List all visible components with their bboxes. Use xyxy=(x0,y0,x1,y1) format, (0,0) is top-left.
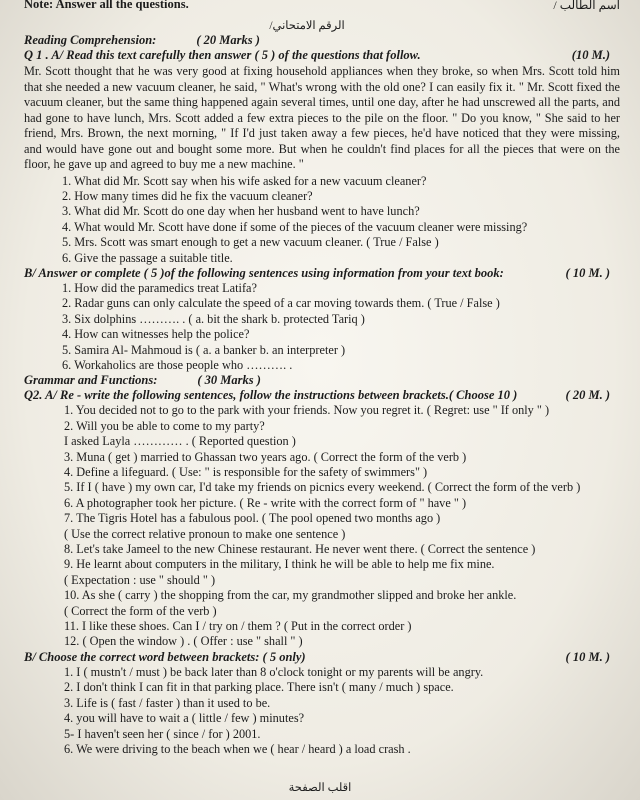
list-item: 1. How did the paramedics treat Latifa? xyxy=(62,280,257,295)
list-item-sub: ( Use the correct relative pronoun to make one sentence ) xyxy=(64,526,346,541)
list-item: 3. Muna ( get ) married to Ghassan two years ago. ( Correct the form of the verb ) xyxy=(64,449,467,464)
list-item: 3. Six dolphins ………. . ( a. bit the shark b. protected Tariq ) xyxy=(62,311,365,326)
list-item: 3. What did Mr. Scott do one day when her husband went to have lunch? xyxy=(62,204,420,219)
list-item: 6. A photographer took her picture. ( Re - write with the correct form of " have " ) xyxy=(64,495,467,510)
q1a-marks: (10 M.) xyxy=(571,48,610,62)
list-item: 3. Life is ( fast / faster ) than it used to be. xyxy=(64,695,271,710)
list-item: 2. Will you be able to come to my party? xyxy=(64,418,265,433)
q1a-questions xyxy=(24,174,620,266)
list-item: 5. Mrs. Scott was smart enough to get a new vacuum cleaner. ( True / False ) xyxy=(62,235,439,250)
q2a-marks: ( 20 M. ) xyxy=(565,388,610,403)
q1b-marks: ( 10 M. ) xyxy=(565,265,610,280)
list-item: 10. As she ( carry ) the shopping from the car, my grandmother slipped and broke her ankle. xyxy=(64,588,517,603)
q1b-instruction: B/ Answer or complete ( 5 )of the following sentences using information from your text book: xyxy=(24,265,504,280)
grammar-title: Grammar and Functions: xyxy=(24,373,158,388)
list-item: 1. You decided not to go to the park with your friends. Now you regret it. ( Regret: use " If only " ) xyxy=(64,403,550,418)
student-name-label: اسم الطالب / xyxy=(553,0,620,12)
list-item: 5. If I ( have ) my own car, I'd take my friends on picnics every weekend. ( Correct the form of the verb ) xyxy=(64,480,581,495)
list-item: 8. Let's take Jameel to the new Chinese restaurant. He never went there. ( Correct the sentence ) xyxy=(64,542,536,557)
q2a-heading xyxy=(24,388,620,403)
grammar-section-title xyxy=(24,373,620,388)
reading-passage: Mr. Scott thought that he was very good at fixing household appliances when they broke, so when Mrs. Scott told him that she needed a new vacuum cleaner, he said, " What's wrong with the old one? I can easily fix it. " Mr. Scott fixed the vacuum cleaner, but the same thing happened again several times, until one day, after he had unscrewed all the parts, and had gone to have lunch, Mrs. Scott added a few extra pieces to the pile on the floor. " Do you know, " She said to her friend, Mrs. Brown, the next morning, " If I'd just taken away a few pieces, he'd have noticed that they were missing, and would have gone out and bought some more. But when he couldn't find places for all the pieces that were on the floor, he gave up and agreed to buy me a new machine. " xyxy=(24,64,620,171)
turn-page-label: اقلب الصفحة xyxy=(288,782,352,794)
q2a-items xyxy=(24,403,620,650)
q2b-marks: ( 10 M. ) xyxy=(565,649,610,664)
list-item: 4. you will have to wait a ( little / few ) minutes? xyxy=(64,711,305,726)
list-item: 6. We were driving to the beach when we ( hear / heard ) a load crash . xyxy=(64,741,411,756)
q2b-heading xyxy=(24,650,620,665)
list-item: 7. The Tigris Hotel has a fabulous pool. ( The pool opened two months ago ) xyxy=(64,511,441,526)
note-text: Note: Answer all the questions. xyxy=(24,0,189,11)
list-item-sub: I asked Layla ………… . ( Reported question ) xyxy=(64,434,296,449)
list-item: 5. Samira Al- Mahmoud is ( a. a banker b. an interpreter ) xyxy=(62,342,346,357)
exam-number-label: الرقم الامتحاني/ xyxy=(269,20,345,32)
list-item: 2. Radar guns can only calculate the speed of a car moving towards them. ( True / False ) xyxy=(62,296,500,311)
list-item: 6. Give the passage a suitable title. xyxy=(62,250,233,265)
q1a-instruction: Q 1 . A/ Read this text carefully then answer ( 5 ) of the questions that follow. xyxy=(24,48,421,62)
list-item-sub: ( Expectation : use " should " ) xyxy=(64,572,216,587)
list-item: 1. I ( mustn't / must ) be back later than 8 o'clock tonight or my parents will be angry. xyxy=(64,664,484,679)
grammar-marks: ( 30 Marks ) xyxy=(197,373,261,388)
grammar-section xyxy=(24,388,620,757)
reading-section-title xyxy=(24,33,620,48)
list-item: 2. I don't think I can fit in that parking place. There isn't ( many / much ) space. xyxy=(64,680,454,695)
list-item: 6. Workaholics are those people who ………. . xyxy=(62,357,293,372)
header-row xyxy=(24,0,620,18)
list-item: 5- I haven't seen her ( since / for ) 2001. xyxy=(64,726,261,741)
list-item: 2. How many times did he fix the vacuum cleaner? xyxy=(62,188,313,203)
q1b-heading xyxy=(24,266,620,281)
q1a-heading xyxy=(24,48,620,63)
q2b-instruction: B/ Choose the correct word between brackets: ( 5 only) xyxy=(24,649,306,664)
list-item: 4. How can witnesses help the police? xyxy=(62,327,250,342)
list-item: 11. I like these shoes. Can I / try on / them ? ( Put in the correct order ) xyxy=(64,619,412,634)
reading-marks: ( 20 Marks ) xyxy=(196,33,260,47)
list-item: 4. Define a lifeguard. ( Use: " is responsible for the safety of swimmers" ) xyxy=(64,465,428,479)
list-item: 12. ( Open the window ) . ( Offer : use " shall " ) xyxy=(64,634,303,649)
q2a-instruction: Q2. A/ Re - write the following sentences, follow the instructions between brackets.( Choose 10 ) xyxy=(24,388,518,403)
list-item: 4. What would Mr. Scott have done if some of the pieces of the vacuum cleaner were missing? xyxy=(62,219,528,234)
q1b-questions xyxy=(24,281,620,373)
list-item-sub: ( Correct the form of the verb ) xyxy=(64,603,217,618)
list-item: 1. What did Mr. Scott say when his wife asked for a new vacuum cleaner? xyxy=(62,173,427,188)
q2b-items xyxy=(24,665,620,757)
reading-title: Reading Comprehension: xyxy=(24,33,157,47)
list-item: 9. He learnt about computers in the military, I think he will be able to help me fix mine. xyxy=(64,557,495,572)
